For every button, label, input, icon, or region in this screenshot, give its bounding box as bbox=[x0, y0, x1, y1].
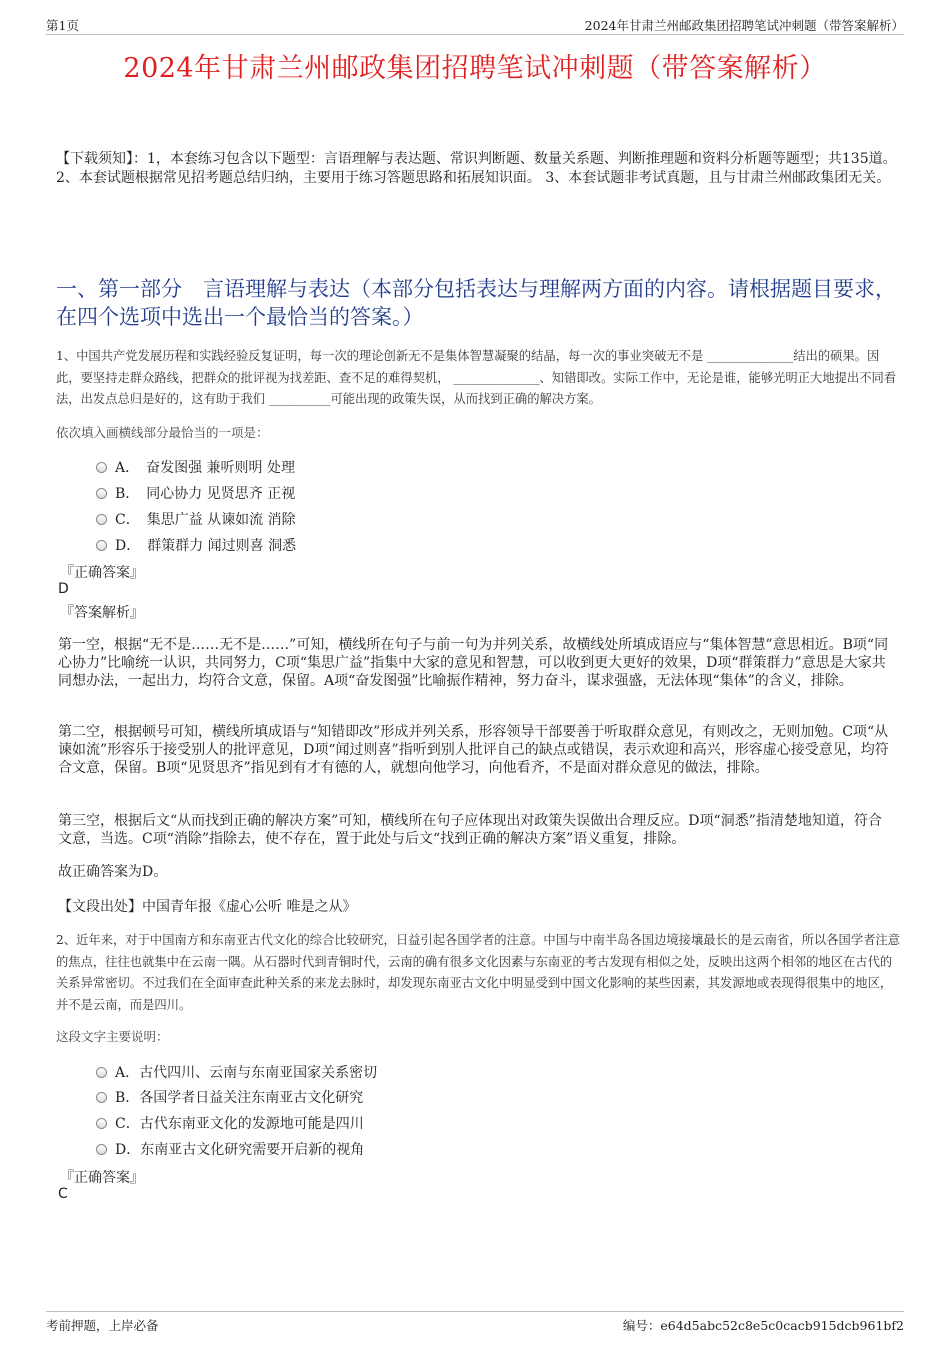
q1-option-b[interactable] bbox=[96, 483, 295, 503]
q2-ask: 这段文字主要说明： bbox=[56, 1029, 169, 1044]
page-footer bbox=[46, 1311, 904, 1336]
q1-option-a[interactable] bbox=[96, 457, 295, 477]
option-label: D． 群策群力 闻过则喜 洞悉 bbox=[115, 538, 297, 554]
q1-answer: D bbox=[58, 581, 69, 597]
q2-answer: C bbox=[58, 1186, 68, 1202]
footer-code: 编号：e64d5abc52c8e5c0cacb915dcb961bf2 bbox=[622, 1318, 904, 1333]
q1-stem: 1、中国共产党发展历程和实践经验反复证明，每一次的理论创新无不是集体智慧凝聚的结晶，每一次的事业突破无不是 ______________结出的硕果。因此，要坚持走群众路线，把群众的批评视为找差距、查不足的难得契机， ______________、知错即改。实际工作中，无论是谁，能够光明正大地提出不同看法，出发点总归是好的，这有助于我们 __________可能出现的政策失误，从而找到正确的解决方案。 bbox=[56, 349, 897, 406]
radio-icon[interactable] bbox=[96, 488, 107, 499]
page-header bbox=[46, 14, 904, 35]
radio-icon[interactable] bbox=[96, 1092, 107, 1103]
header-doc-title: 2024年甘肃兰州邮政集团招聘笔试冲刺题（带答案解析） bbox=[584, 18, 904, 33]
option-label: A．古代四川、云南与东南亚国家关系密切 bbox=[115, 1065, 378, 1081]
download-notice: 【下载须知】：1，本套练习包含以下题型：言语理解与表达题、常识判断题、数量关系题、判断推理题和资料分析题等题型；共135道。 2、本套试题根据常见招考题总结归纳，主要用于练习答题思路和拓展知识面。 3、本套试题非考试真题，且与甘肃兰州邮政集团无关。 bbox=[56, 151, 897, 186]
option-label: D．东南亚古文化研究需要开启新的视角 bbox=[115, 1142, 365, 1158]
q2-option-c[interactable] bbox=[96, 1113, 364, 1133]
option-label: B．各国学者日益关注东南亚古文化研究 bbox=[115, 1090, 364, 1106]
q1-analysis-3: 第三空，根据后文“从而找到正确的解决方案”可知，横线所在句子应体现出对政策失误做出合理反应。D项“洞悉”指清楚地知道，符合文意，当选。C项“消除”指除去，使不存在，置于此处与后文“找到正确的解决方案”语义重复，排除。 bbox=[58, 813, 882, 847]
radio-icon[interactable] bbox=[96, 540, 107, 551]
q1-analysis-label: 『答案解析』 bbox=[60, 605, 144, 621]
q2-option-b[interactable] bbox=[96, 1087, 363, 1107]
q2-option-d[interactable] bbox=[96, 1139, 364, 1159]
q1-analysis-4: 故正确答案为D。 bbox=[58, 864, 168, 880]
option-label: C． 集思广益 从谏如流 消除 bbox=[115, 512, 296, 528]
radio-icon[interactable] bbox=[96, 514, 107, 525]
q2-answer-label: 『正确答案』 bbox=[60, 1170, 144, 1186]
q1-analysis-2: 第二空，根据顿号可知，横线所填成语与“知错即改”形成并列关系，形容领导干部要善于听取群众意见，有则改之，无则加勉。C项“从谏如流”形容乐于接受别人的批评意见，D项“闻过则喜”指听到别人批评自己的缺点或错误，表示欢迎和高兴，形容虚心接受意见，均符合文意，保留。B项“见贤思齐”指见到有才有德的人，就想向他学习，向他看齐，不是面对群众意见的做法，排除。 bbox=[58, 724, 889, 776]
q1-answer-label: 『正确答案』 bbox=[60, 565, 144, 581]
page-title: 2024年甘肃兰州邮政集团招聘笔试冲刺题（带答案解析） bbox=[123, 53, 827, 84]
section-title: 一、第一部分 言语理解与表达（本部分包括表达与理解两方面的内容。请根据题目要求，在四个选项中选出一个最恰当的答案。） bbox=[56, 277, 896, 329]
option-label: A． 奋发图强 兼听则明 处理 bbox=[115, 460, 296, 476]
q2-option-a[interactable] bbox=[96, 1062, 377, 1082]
radio-icon[interactable] bbox=[96, 1144, 107, 1155]
radio-icon[interactable] bbox=[96, 1067, 107, 1078]
q1-option-d[interactable] bbox=[96, 535, 296, 555]
q1-option-c[interactable] bbox=[96, 509, 296, 529]
option-label: C．古代东南亚文化的发源地可能是四川 bbox=[115, 1116, 364, 1132]
page-number: 第1页 bbox=[46, 18, 79, 33]
radio-icon[interactable] bbox=[96, 462, 107, 473]
q1-analysis-1: 第一空，根据“无不是……无不是……”可知，横线所在句子与前一句为并列关系，故横线处所填成语应与“集体智慧”意思相近。B项“同心协力”比喻统一认识，共同努力，C项“集思广益”指集中大家的意见和智慧，可以收到更大更好的效果，D项“群策群力”意思是大家共同想办法，一起出力，均符合文意，保留。A项“奋发图强”比喻振作精神，努力奋斗，谋求强盛，无法体现“集体”的含义，排除。 bbox=[58, 637, 889, 689]
radio-icon[interactable] bbox=[96, 1118, 107, 1129]
q1-ask: 依次填入画横线部分最恰当的一项是： bbox=[56, 425, 269, 440]
q1-source: 【文段出处】中国青年报《虚心公听 唯是之从》 bbox=[58, 899, 357, 915]
q2-stem: 2、近年来，对于中国南方和东南亚古代文化的综合比较研究，日益引起各国学者的注意。中国与中南半岛各国边境接壤最长的是云南省，所以各国学者注意的焦点，往往也就集中在云南一隅。从石器时代到青铜时代，云南的确有很多文化因素与东南亚的考古发现有相似之处，反映出这两个相邻的地区在古代的关系异常密切。不过我们在全面审查此种关系的来龙去脉时，却发现东南亚古文化中明显受到中国文化影响的某些因素，其发源地或表现得很集中的地区，并不是云南，而是四川。 bbox=[56, 933, 901, 1012]
footer-slogan: 考前押题，上岸必备 bbox=[46, 1318, 159, 1333]
option-label: B． 同心协力 见贤思齐 正视 bbox=[115, 486, 296, 502]
